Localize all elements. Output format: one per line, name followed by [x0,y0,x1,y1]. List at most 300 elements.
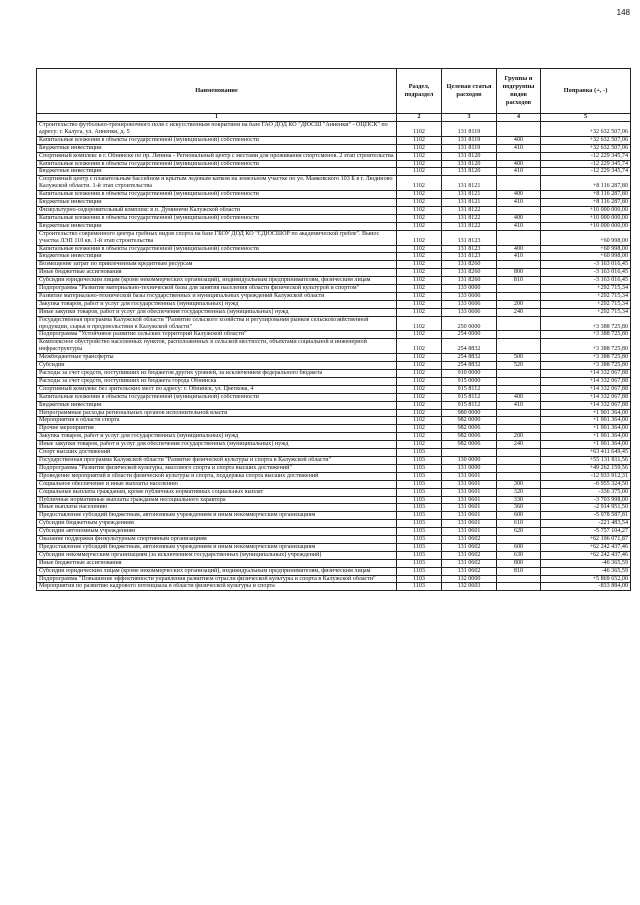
table-row [37,520,631,528]
expense-group-cell [497,339,541,354]
row-name-cell: Иные бюджетные ассигнования [37,559,397,567]
table-row [37,567,631,575]
section-code-cell: 1102 [397,206,442,214]
table-row [37,300,631,308]
table-row [37,504,631,512]
table-row [37,144,631,152]
table-row [37,464,631,472]
row-name-cell: Бюджетные инвестиции [37,401,397,409]
row-name-cell: Непрограммные расходы региональных органов исполнительной власти [37,409,397,417]
target-article-cell: 131 8122 [442,214,497,222]
section-code-cell: 1102 [397,401,442,409]
amount-cell: -3 163 016,45 [541,261,631,269]
row-name-cell: Оказание поддержки физкультурным спортивным организациям [37,536,397,544]
amount-cell: +62 196 071,87 [541,536,631,544]
target-article-cell: 130 0000 [442,456,497,464]
amount-cell: +55 131 811,56 [541,456,631,464]
section-code-cell: 1103 [397,496,442,504]
section-code-cell: 1102 [397,176,442,191]
target-article-cell: 982 0006 [442,425,497,433]
section-code-cell: 1102 [397,245,442,253]
row-name-cell: Мероприятия в области спорта [37,417,397,425]
table-row [37,512,631,520]
target-article-cell: 131 0602 [442,551,497,559]
amount-cell: +8 116 287,80 [541,176,631,191]
section-code-cell: 1102 [397,417,442,425]
row-name-cell: Предоставление субсидий бюджетным, автономным учреждениям и иным некоммерческим организациям [37,512,397,520]
table-row [37,261,631,269]
section-code-cell: 1103 [397,536,442,544]
section-code-cell: 1102 [397,253,442,261]
row-name-cell: Прочие мероприятия [37,425,397,433]
target-article-cell: 254 8832 [442,362,497,370]
amount-cell: -46 365,59 [541,559,631,567]
amount-cell: +10 000 000,00 [541,222,631,230]
target-article-cell: 131 8122 [442,222,497,230]
table-row [37,152,631,160]
expense-group-cell [497,464,541,472]
section-code-cell: 1102 [397,222,442,230]
target-article-cell: 982 0006 [442,441,497,449]
table-row [37,543,631,551]
section-code-cell: 1102 [397,425,442,433]
table-row [37,575,631,583]
target-article-cell: 131 0601 [442,528,497,536]
expense-group-cell: 600 [497,543,541,551]
table-row [37,583,631,591]
section-code-cell: 1102 [397,354,442,362]
target-article-cell: 250 0000 [442,316,497,331]
budget-amendments-table [36,68,631,591]
section-code-cell: 1102 [397,144,442,152]
section-code-cell: 1102 [397,377,442,385]
target-article-cell: 254 8832 [442,354,497,362]
column-number: 4 [497,114,541,122]
expense-group-cell: 200 [497,300,541,308]
row-name-cell: Бюджетные инвестиции [37,253,397,261]
section-code-cell: 1102 [397,339,442,354]
table-row [37,316,631,331]
table-row [37,362,631,370]
amount-cell: +14 332 067,88 [541,385,631,393]
target-article-cell: 131 8119 [442,136,497,144]
section-code-cell: 1103 [397,480,442,488]
section-code-cell: 1103 [397,488,442,496]
section-code-cell: 1103 [397,520,442,528]
table-row [37,277,631,285]
table-row [37,480,631,488]
expense-group-cell: 400 [497,160,541,168]
expense-group-cell [497,152,541,160]
amount-cell: +1 901 364,00 [541,425,631,433]
target-article-cell [442,449,497,457]
amount-cell: +14 332 067,88 [541,401,631,409]
amount-cell: +1 901 364,00 [541,417,631,425]
amount-cell: -336 375,00 [541,488,631,496]
section-code-cell: 1103 [397,583,442,591]
expense-group-cell [497,285,541,293]
amount-cell: +8 116 287,80 [541,199,631,207]
row-name-cell: Закупка товаров, работ и услуг для государственных (муниципальных) нужд [37,433,397,441]
expense-group-cell [497,261,541,269]
table-row [37,191,631,199]
amount-cell: -6 955 324,50 [541,480,631,488]
amount-cell: +3 388 725,80 [541,331,631,339]
amount-cell: +292 715,34 [541,308,631,316]
target-article-cell: 915 8112 [442,385,497,393]
section-code-cell: 1102 [397,214,442,222]
expense-group-cell: 410 [497,199,541,207]
amount-cell: +49 262 159,56 [541,464,631,472]
table-row [37,393,631,401]
target-article-cell: 132 0603 [442,583,497,591]
row-name-cell: Капитальные вложения в объекты государственной (муниципальной) собственности [37,245,397,253]
expense-group-cell [497,449,541,457]
section-code-cell: 1102 [397,433,442,441]
section-code-cell: 1103 [397,528,442,536]
expense-group-cell: 360 [497,504,541,512]
amount-cell: +62 242 437,46 [541,543,631,551]
amount-cell: +32 632 507,06 [541,136,631,144]
target-article-cell: 131 8123 [442,245,497,253]
table-row [37,168,631,176]
row-name-cell: Субсидии автономным учреждениям [37,528,397,536]
amount-cell: +60 998,00 [541,245,631,253]
row-name-cell: Возмещение затрат по привлеченным кредитным ресурсам [37,261,397,269]
target-article-cell: 131 8122 [442,206,497,214]
amount-cell: +3 388 725,80 [541,339,631,354]
target-article-cell: 982 0006 [442,433,497,441]
row-name-cell: Субсидии [37,362,397,370]
amount-cell: +1 901 364,00 [541,409,631,417]
table-row [37,222,631,230]
target-article-cell: 131 8120 [442,160,497,168]
expense-group-cell [497,425,541,433]
table-row [37,122,631,137]
amount-cell: +8 116 287,80 [541,191,631,199]
amount-cell: +10 000 000,00 [541,206,631,214]
table-row [37,488,631,496]
section-code-cell: 1103 [397,449,442,457]
section-code-cell: 1102 [397,292,442,300]
amount-cell: +292 715,34 [541,285,631,293]
amount-cell: -12 933 912,31 [541,472,631,480]
section-code-cell: 1102 [397,409,442,417]
table-row [37,339,631,354]
target-article-cell: 131 0602 [442,559,497,567]
section-code-cell: 1102 [397,441,442,449]
row-name-cell: Бюджетные инвестиции [37,168,397,176]
section-code-cell: 1103 [397,551,442,559]
table-row [37,354,631,362]
table-row [37,214,631,222]
table-row [37,292,631,300]
expense-group-cell: 400 [497,214,541,222]
section-code-cell: 1102 [397,285,442,293]
target-article-cell: 131 0602 [442,567,497,575]
expense-group-cell: 410 [497,401,541,409]
section-code-cell: 1102 [397,168,442,176]
amount-cell: +292 715,34 [541,292,631,300]
expense-group-cell [497,583,541,591]
amount-cell: +60 998,00 [541,230,631,245]
expense-group-cell: 620 [497,528,541,536]
row-name-cell: Комплексное обустройство населенных пунктов, расположенных в сельской местности, объектами социальной и инженерной инфраструктуры [37,339,397,354]
table-row [37,176,631,191]
row-name-cell: Спортивный комплекс в г. Обнинске по пр. Ленина - Региональный центр с местами для проживания спортсменов. 2 этап строительства [37,152,397,160]
expense-group-cell [497,409,541,417]
expense-group-cell: 800 [497,559,541,567]
table-row [37,536,631,544]
expense-group-cell: 410 [497,253,541,261]
table-row [37,441,631,449]
section-code-cell: 1102 [397,277,442,285]
amount-cell: -3 703 998,00 [541,496,631,504]
expense-group-cell: 400 [497,245,541,253]
amount-cell: -46 365,59 [541,567,631,575]
row-name-cell: Бюджетные инвестиции [37,199,397,207]
section-code-cell: 1102 [397,300,442,308]
table-row [37,206,631,214]
section-code-cell: 1102 [397,122,442,137]
section-code-cell: 1102 [397,261,442,269]
section-code-cell: 1103 [397,456,442,464]
section-code-cell: 1102 [397,136,442,144]
row-name-cell: Капитальные вложения в объекты государственной (муниципальной) собственности [37,214,397,222]
expense-group-cell: 400 [497,191,541,199]
amount-cell: -833 884,00 [541,583,631,591]
row-name-cell: Государственная программа Калужской области "Развитие физической культуры и спорта в Калужской области" [37,456,397,464]
amount-cell: +14 332 067,88 [541,377,631,385]
amount-cell: +1 901 364,00 [541,441,631,449]
row-name-cell: Подпрограмма "Устойчивое развитие сельских территорий Калужской области" [37,331,397,339]
table-row [37,472,631,480]
table-row [37,331,631,339]
expense-group-cell [497,331,541,339]
expense-group-cell: 520 [497,362,541,370]
section-code-cell: 1103 [397,504,442,512]
header-article: Целевая статья расходов [442,69,497,114]
row-name-cell: Иные закупки товаров, работ и услуг для обеспечения государственных (муниципальных) нужд [37,441,397,449]
expense-group-cell: 200 [497,433,541,441]
table-body [37,122,631,591]
table-row [37,230,631,245]
expense-group-cell: 810 [497,567,541,575]
section-code-cell: 1102 [397,362,442,370]
section-code-cell: 1102 [397,393,442,401]
section-code-cell: 1103 [397,567,442,575]
expense-group-cell: 400 [497,393,541,401]
target-article-cell: 131 0601 [442,504,497,512]
amount-cell: +32 632 507,06 [541,144,631,152]
expense-group-cell [497,456,541,464]
expense-group-cell: 800 [497,269,541,277]
target-article-cell: 133 0606 [442,308,497,316]
row-name-cell: Бюджетные инвестиции [37,144,397,152]
table-row [37,160,631,168]
row-name-cell: Капитальные вложения в объекты государственной (муниципальной) собственности [37,136,397,144]
amount-cell: +63 411 649,45 [541,449,631,457]
table-header-row [37,69,631,114]
section-code-cell: 1102 [397,191,442,199]
target-article-cell: 131 0601 [442,488,497,496]
target-article-cell: 131 0602 [442,543,497,551]
target-article-cell: 131 8260 [442,269,497,277]
table-row [37,551,631,559]
amount-cell: +14 332 067,88 [541,393,631,401]
section-code-cell: 1103 [397,559,442,567]
expense-group-cell [497,176,541,191]
target-article-cell: 131 8123 [442,253,497,261]
amount-cell: -12 229 345,74 [541,168,631,176]
target-article-cell: 131 0601 [442,520,497,528]
header-amount: Поправка (+, -) [541,69,631,114]
expense-group-cell [497,122,541,137]
expense-group-cell [497,206,541,214]
section-code-cell: 1102 [397,308,442,316]
amount-cell: +32 632 507,06 [541,122,631,137]
table-row [37,269,631,277]
amount-cell: +60 998,00 [541,253,631,261]
target-article-cell: 131 8121 [442,191,497,199]
section-code-cell: 1103 [397,472,442,480]
target-article-cell: 915 8112 [442,393,497,401]
row-name-cell: Иные выплаты населению [37,504,397,512]
table-row [37,245,631,253]
expense-group-cell: 630 [497,551,541,559]
row-name-cell: Развитие материально-технической базы государственных и муниципальных учреждений Калужской области [37,292,397,300]
section-code-cell: 1102 [397,160,442,168]
section-code-cell: 1103 [397,512,442,520]
amount-cell: -12 229 345,74 [541,160,631,168]
section-code-cell: 1102 [397,385,442,393]
row-name-cell: Подпрограмма "Развитие физической культуры, массового спорта и спорта высших достижений" [37,464,397,472]
table-row [37,528,631,536]
expense-group-cell: 410 [497,168,541,176]
expense-group-cell [497,472,541,480]
table-row [37,401,631,409]
target-article-cell: 131 8121 [442,176,497,191]
expense-group-cell: 600 [497,512,541,520]
row-name-cell: Подпрограмма "Развитие материально-технической базы для занятия населения области физической культурой и спортом" [37,285,397,293]
target-article-cell: 133 0000 [442,285,497,293]
header-groups: Группы и подгруппы видов расходов [497,69,541,114]
table-row [37,559,631,567]
amount-cell: +3 388 725,80 [541,362,631,370]
section-code-cell: 1103 [397,543,442,551]
table-row [37,409,631,417]
table-row [37,136,631,144]
expense-group-cell [497,536,541,544]
amount-cell: -5 978 587,81 [541,512,631,520]
target-article-cell: 131 8260 [442,261,497,269]
target-article-cell: 133 0606 [442,292,497,300]
row-name-cell: Субсидии юридическим лицам (кроме некоммерческих организаций), индивидуальным предпринимателям, физическим лицам [37,567,397,575]
row-name-cell: Расходы за счет средств, поступивших из бюджетов других уровней, за исключением федерального бюджета [37,370,397,378]
table-row [37,449,631,457]
row-name-cell: Строительство современного центра гребных видов спорта на базе ГБОУ ДОД КО "СДЮСШОР по академической гребле". Вынос участка ЛЭП 110 кв. 1-й этап строительства [37,230,397,245]
expense-group-cell: 810 [497,277,541,285]
table-row [37,199,631,207]
target-article-cell: 915 8112 [442,401,497,409]
table-row [37,377,631,385]
target-article-cell: 131 8119 [442,144,497,152]
table-row [37,433,631,441]
expense-group-cell: 610 [497,520,541,528]
expense-group-cell: 410 [497,222,541,230]
expense-group-cell [497,370,541,378]
column-number: 5 [541,114,631,122]
row-name-cell: Спортивный комплекс без зрительских мест по адресу: г. Обнинск, ул. Цветкова, 4 [37,385,397,393]
section-code-cell: 1102 [397,152,442,160]
target-article-cell: 254 8832 [442,339,497,354]
amount-cell: +3 388 725,80 [541,316,631,331]
row-name-cell: Субсидии некоммерческим организациям (за исключением государственных (муниципальных) учреждений) [37,551,397,559]
target-article-cell: 131 8120 [442,168,497,176]
target-article-cell: 131 8260 [442,277,497,285]
target-article-cell: 131 0000 [442,464,497,472]
amount-cell: -3 163 016,45 [541,277,631,285]
amount-cell: +62 242 437,46 [541,551,631,559]
row-name-cell: Иные закупки товаров, работ и услуг для обеспечения государственных (муниципальных) нужд [37,308,397,316]
table-row [37,425,631,433]
column-number: 3 [442,114,497,122]
row-name-cell: Социальное обеспечение и иные выплаты населению [37,480,397,488]
table-row [37,285,631,293]
row-name-cell: Закупка товаров, работ и услуг для государственных (муниципальных) нужд [37,300,397,308]
row-name-cell: Капитальные вложения в объекты государственной (муниципальной) собственности [37,160,397,168]
row-name-cell: Межбюджетные трансферты [37,354,397,362]
amount-cell: -2 914 951,50 [541,504,631,512]
section-code-cell: 1102 [397,269,442,277]
row-name-cell: Публичные нормативные выплаты гражданам несоциального характера [37,496,397,504]
table-row [37,456,631,464]
amount-cell: +3 388 725,80 [541,354,631,362]
row-name-cell: Мероприятия по развитию кадрового потенциала в области физической культуры и спорта [37,583,397,591]
section-code-cell: 1103 [397,464,442,472]
column-number: 2 [397,114,442,122]
table-row [37,370,631,378]
target-article-cell: 982 0000 [442,417,497,425]
table-row [37,496,631,504]
expense-group-cell [497,575,541,583]
amount-cell: +5 869 652,00 [541,575,631,583]
row-name-cell: Субсидии бюджетным учреждениям [37,520,397,528]
page-number: 148 [616,8,630,17]
target-article-cell: 132 0000 [442,575,497,583]
section-code-cell: 1103 [397,575,442,583]
row-name-cell: Подпрограмма "Повышение эффективности управления развитием отрасли физической культуры и спорта в Калужской области" [37,575,397,583]
target-article-cell: 131 8121 [442,199,497,207]
column-number-row [37,114,631,122]
target-article-cell: 980 0000 [442,409,497,417]
row-name-cell: Проведение мероприятий в области физической культуры и спорта, поддержка спорта высших достижений [37,472,397,480]
expense-group-cell [497,316,541,331]
row-name-cell: Государственная программа Калужской области "Развитие сельского хозяйства и регулирования рынков сельскохозяйственной продукции, сырья и продовольствия в Калужской области" [37,316,397,331]
amount-cell: +1 901 364,00 [541,433,631,441]
row-name-cell: Спорт высших достижений [37,449,397,457]
expense-group-cell: 500 [497,354,541,362]
row-name-cell: Спортивный центр с плавательным бассейном и крытым ледовым катком на земельном участке по ул. Маяковского 103 Б в г. Людиново Калужской области. 1-й этап строительства [37,176,397,191]
amount-cell: -5 757 104,27 [541,528,631,536]
amount-cell: -3 163 016,45 [541,269,631,277]
row-name-cell: Социальные выплаты гражданам, кроме публичных нормативных социальных выплат [37,488,397,496]
expense-group-cell: 300 [497,480,541,488]
table-row [37,385,631,393]
table-row [37,417,631,425]
target-article-cell: 131 0601 [442,496,497,504]
target-article-cell: 131 8123 [442,230,497,245]
